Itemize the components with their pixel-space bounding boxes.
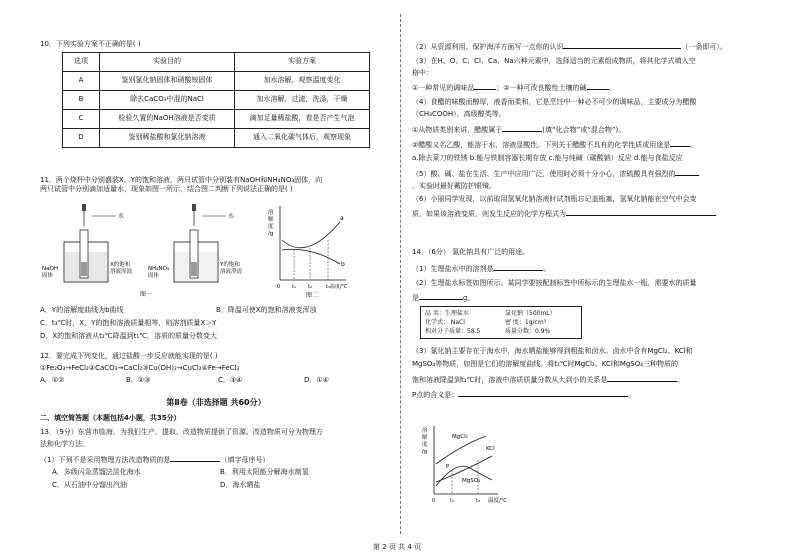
answer-blank[interactable] xyxy=(675,167,699,176)
label-kcl: KCl xyxy=(486,446,495,452)
q13-sub6-line1: （6）小丽同学发现，以前取用氢氧化钠溶液时试剂瓶忘记盖瓶塞，氢氧化钠能在空气中会变 xyxy=(412,195,697,204)
fig2-label-b: b xyxy=(341,261,345,268)
left-column xyxy=(40,0,392,540)
q14-sub2-tail: g。 xyxy=(463,294,475,303)
table-cell: 除去CaCO₃中混的NaCl xyxy=(100,90,235,109)
page-footer: 第 2 页 共 4 页 xyxy=(372,543,422,551)
right-column xyxy=(412,0,762,540)
q13-option-a: A．多级闪急蒸馏法淡化海水 xyxy=(52,468,141,477)
table-row xyxy=(63,128,370,147)
q14-sub2-line2: 是 xyxy=(412,294,419,303)
fig1-nh4no3-label: 固体 xyxy=(148,273,160,279)
q13-sub3c-tail: 。 xyxy=(608,84,616,93)
column-divider xyxy=(400,14,401,534)
q14-sub1: （1）生理盐水中的溶剂是 xyxy=(412,264,494,273)
q13-sub4e: a.除去菜刀的铁锈 b.能与铁制容器长期存放 c.能与纯碱（碳酸钠）反应 d.能与食盐反应 xyxy=(412,154,683,162)
table-header: 选项 xyxy=(63,52,100,71)
q12-option-b: B．②③ xyxy=(126,375,151,384)
table-header: 实验方案 xyxy=(235,52,370,71)
fig2-curve-a xyxy=(282,222,340,248)
label-molar-mass: 相对分子质量：58.5 xyxy=(425,328,481,335)
fig2-ylabel: 溶 xyxy=(268,210,274,216)
label-formula: 化学式： NaCl xyxy=(425,319,465,326)
fig2-xlabel: 温度/℃ xyxy=(330,284,348,290)
q13-sub3c: ①一种常见的调味品 xyxy=(412,84,475,93)
fig2-xtick: t₃ xyxy=(326,284,330,290)
q13-sub4-line2: （CH₃COOH），高级醇类等。 xyxy=(412,109,506,118)
q14-sub3-line4: P点的含义是： xyxy=(412,391,459,400)
label-p: P xyxy=(446,464,450,470)
q13-sub2-tail: （一条即可）。 xyxy=(681,43,727,51)
question-13-part1 xyxy=(40,428,392,490)
fig2-label-a: a xyxy=(340,215,344,222)
q14-sub1-tail: 。 xyxy=(543,264,551,273)
question-12 xyxy=(40,352,392,385)
fig1-x-label: 溶液浑浊 xyxy=(110,269,133,275)
q10-table xyxy=(62,52,370,148)
figure-1-beakers xyxy=(40,200,270,300)
q11-stem-line1: 11．两个烧杯中分别盛装X、Y的饱和溶液，两只试管中分别装有NaOH和NH₄NO₃固体，向 xyxy=(40,176,323,184)
answer-blank[interactable] xyxy=(493,262,543,271)
table-header: 实验目的 xyxy=(100,52,235,71)
table-row xyxy=(63,71,370,90)
q12-changes: ①Fe₂O₃→FeCl₂②CaCO₃→CaCl₂③Cu(OH)₂→CuCl₂④Fe→FeCl₃ xyxy=(40,363,240,372)
fig-xtick: t₁ xyxy=(450,498,454,504)
q13-sub4c: ①从物质类别来讲，醋酸属于 xyxy=(412,125,503,134)
answer-blank[interactable] xyxy=(419,291,463,300)
table-row xyxy=(63,90,370,109)
q14-sub3-line3: 饱和溶液降温到t₁℃时，溶液中溶质质量分数从大到小的关系是 xyxy=(412,375,608,384)
figure-2-solubility xyxy=(266,200,356,300)
label-mgcl2: MgCl₂ xyxy=(452,434,468,440)
q13-sub3c-mid: ；②一种可改良酸性土壤的碱 xyxy=(496,84,587,93)
q13-sub4d-tail: 。 xyxy=(690,141,698,150)
fig2-ylabel: 解 xyxy=(268,217,274,223)
q11-option-b: B．降温可使X的饱和溶液变浑浊 xyxy=(216,306,317,314)
fig2-caption: 图二 xyxy=(306,292,319,299)
answer-blank[interactable] xyxy=(587,81,609,90)
table-cell: 通入二氧化碳气体后，观察现象 xyxy=(235,128,370,147)
q13-sub6-line2: 质，如果该溶液变质，则发生反应的化学方程式为 xyxy=(412,210,566,218)
q13-sub3-line1: （3）在H、O、C、Cl、Ca、Na六种元素中，选择适当的元素组成物质，将其化学式填入空 xyxy=(412,56,696,65)
q10-stem: 10．下列实验方案不正确的是( ) xyxy=(40,40,141,48)
fig1-y-label: 溶液澄清 xyxy=(220,269,243,275)
q12-option-d: D．①④ xyxy=(304,375,329,384)
q14-sub3c-tail: 。 xyxy=(677,375,685,384)
table-cell: 检验久置的NaOH溶液是否变质 xyxy=(100,109,235,128)
part-2-title: 第Ⅱ卷（非选择题 共60分） xyxy=(166,398,266,407)
table-cell: 鉴别氯化钠固体和硝酸铵固体 xyxy=(100,71,235,90)
label-name: 品 名：生理盐水 xyxy=(425,310,469,317)
q13-stem-line1: 13．（9分）东营市临海，为我们生产、提取、改造物质提供了资源。改造物质可分为物理方 xyxy=(40,428,323,436)
q13-sub1: （1）下列不是采用物理方法改造物质的是 xyxy=(40,455,171,464)
q12-option-a: A．①② xyxy=(40,375,65,384)
q13-option-b: B．利用太阳能分解海水制氢 xyxy=(220,468,309,477)
fig2-xtick: t₂ xyxy=(308,284,312,290)
fig1-nh4no3-label: NH₄NO₃ xyxy=(148,266,170,272)
answer-blank[interactable] xyxy=(670,138,690,147)
table-cell: C xyxy=(63,109,100,128)
fig2-curve-b xyxy=(282,249,340,264)
q11-option-d: D．X的饱和溶液从t₂℃降温到t₁℃，溶质的质量分数变大 xyxy=(40,331,218,340)
table-cell: 鉴别稀盐酸和氯化钠溶液 xyxy=(100,128,235,147)
q14-sub3-line1: （3）氯化钠主要存在于海水中，海水晒盐能够得到粗盐和卤水。卤水中含有MgCl₂、KCl和 xyxy=(412,347,693,355)
q13-sub3-line2: 格中： xyxy=(412,68,433,77)
fig-xtick: t₂ xyxy=(476,498,480,504)
fig2-ylabel: /g xyxy=(268,231,274,237)
q11-options xyxy=(40,306,392,340)
q11-option-c: C．t₃℃时，X、Y的饱和溶液质量相等，则溶剂质量X＞Y xyxy=(40,318,217,327)
beaker-naoh xyxy=(64,204,116,282)
table-header-row xyxy=(63,52,370,71)
label-nacl: 氯化钠（500mL） xyxy=(505,310,556,317)
q13-option-d: D．海水晒盐 xyxy=(220,481,261,490)
q13-sub1-tail: （填字母序号） xyxy=(220,455,270,464)
q14-stem: 14．（6分） 氯化钠具有广泛的用途。 xyxy=(412,248,530,256)
answer-blank[interactable] xyxy=(563,40,681,49)
q13-sub4-line1: （4）食醋的味酸而醇厚，液香而柔和，它是烹饪中一种必不可少的调味品，主要成分为醋酸 xyxy=(412,98,697,106)
q14-sub3-line2: MgSO₄等物质，如图是它们的溶解度曲线。将t₂℃时MgCl₂、KCl和MgSO₄三种物质的 xyxy=(412,359,679,368)
q12-stem: 12．要完成下列变化，通过盐酸一步反应就能实现的是( ) xyxy=(40,352,218,360)
question-13-part2 xyxy=(412,40,762,219)
table-cell: A xyxy=(63,71,100,90)
fig2-xtick: 0 xyxy=(277,284,281,290)
answer-blank[interactable] xyxy=(474,81,496,90)
q11-stem-line2: 两只试管中分别滴加适量水，现象如图一所示，结合图二判断下列说法正确的是( ) xyxy=(40,184,293,193)
fig-ylabel: 度 xyxy=(422,442,428,448)
label-mgso4: MgSO₄ xyxy=(462,478,481,484)
label-density: 密 度：1g/cm³ xyxy=(505,319,547,326)
q14-sub2-line1: （2）生理盐水标签如图所示。某同学要按配制标签中所标示的生理盐水一瓶，需要水的质量 xyxy=(412,278,697,287)
fig1-y-label: Y的饱和 xyxy=(220,262,240,268)
q12-option-c: C．③④ xyxy=(218,375,243,384)
q13-option-c: C．从石油中分馏出汽油 xyxy=(52,481,127,490)
table-cell: B xyxy=(63,90,100,109)
q13-sub4c-tail: (填“化合物”或“混合物”)。 xyxy=(542,125,626,134)
table-cell: 加水溶解，过滤，洗涤，干燥 xyxy=(235,90,370,109)
curve-mgcl2 xyxy=(436,436,486,464)
fig2-xtick: t₁ xyxy=(292,284,296,290)
table-cell: 滴加足量稀盐酸，看是否产生气泡 xyxy=(235,109,370,128)
fig1-water-label-1: 水 xyxy=(118,213,125,220)
answer-blank[interactable] xyxy=(170,453,220,462)
question-11 xyxy=(40,176,322,194)
answer-blank[interactable] xyxy=(502,123,542,132)
fig1-naoh-label: 固体 xyxy=(42,273,54,279)
fig1-caption: 图一 xyxy=(140,291,153,298)
fig2-ylabel: 度 xyxy=(268,224,274,230)
table-row xyxy=(63,109,370,128)
q13-stem-line2: 法和化学方法。 xyxy=(40,439,89,448)
q13-sub2: （2）从资源利用、保护海洋方面写一点你的认识 xyxy=(412,43,564,51)
q13-sub4d: ②醋酸又名乙酸，能溶于水，溶液显酸性。下列关于醋酸不具有的化学性质或用途是 xyxy=(412,141,671,150)
fig1-x-label: X的饱和 xyxy=(110,262,131,268)
q14-sub3d-tail: 。 xyxy=(628,391,636,400)
fig1-naoh-label: NaOH xyxy=(42,266,58,272)
beaker-nh4no3 xyxy=(174,204,226,282)
fig-ylabel: 解 xyxy=(422,435,428,441)
question-14 xyxy=(412,248,762,400)
saline-label xyxy=(420,306,582,339)
answer-blank[interactable] xyxy=(458,388,628,397)
q13-sub5-line2: ，实验时最好戴防护眼镜。 xyxy=(412,181,496,190)
fig-xtick: 0 xyxy=(432,498,436,504)
label-fraction: 质量分数：0.9% xyxy=(505,328,551,335)
question-10 xyxy=(40,40,370,148)
q11-option-a: A．Y的溶解度曲线为b曲线 xyxy=(40,306,124,314)
fig-ylabel: /g xyxy=(422,449,428,455)
fig1-water-label-2: 水 xyxy=(228,213,235,220)
fig-ylabel: 溶 xyxy=(422,428,428,434)
table-cell: D xyxy=(63,128,100,147)
q13-sub5-line1: （5）酸、碱、盐在生活、生产中应用广泛，使用时必须十分小心，浓硫酸具有强烈的 xyxy=(412,169,676,178)
answer-blank[interactable] xyxy=(566,207,716,216)
q14-solubility-figure xyxy=(422,424,532,506)
answer-blank[interactable] xyxy=(607,373,677,382)
section-2-title: 二、填空简答题（本题包括4小题，共35分） xyxy=(40,414,181,422)
table-cell: 加水溶解，观察温度变化 xyxy=(235,71,370,90)
fig-xlabel: 温度/℃ xyxy=(488,498,508,504)
